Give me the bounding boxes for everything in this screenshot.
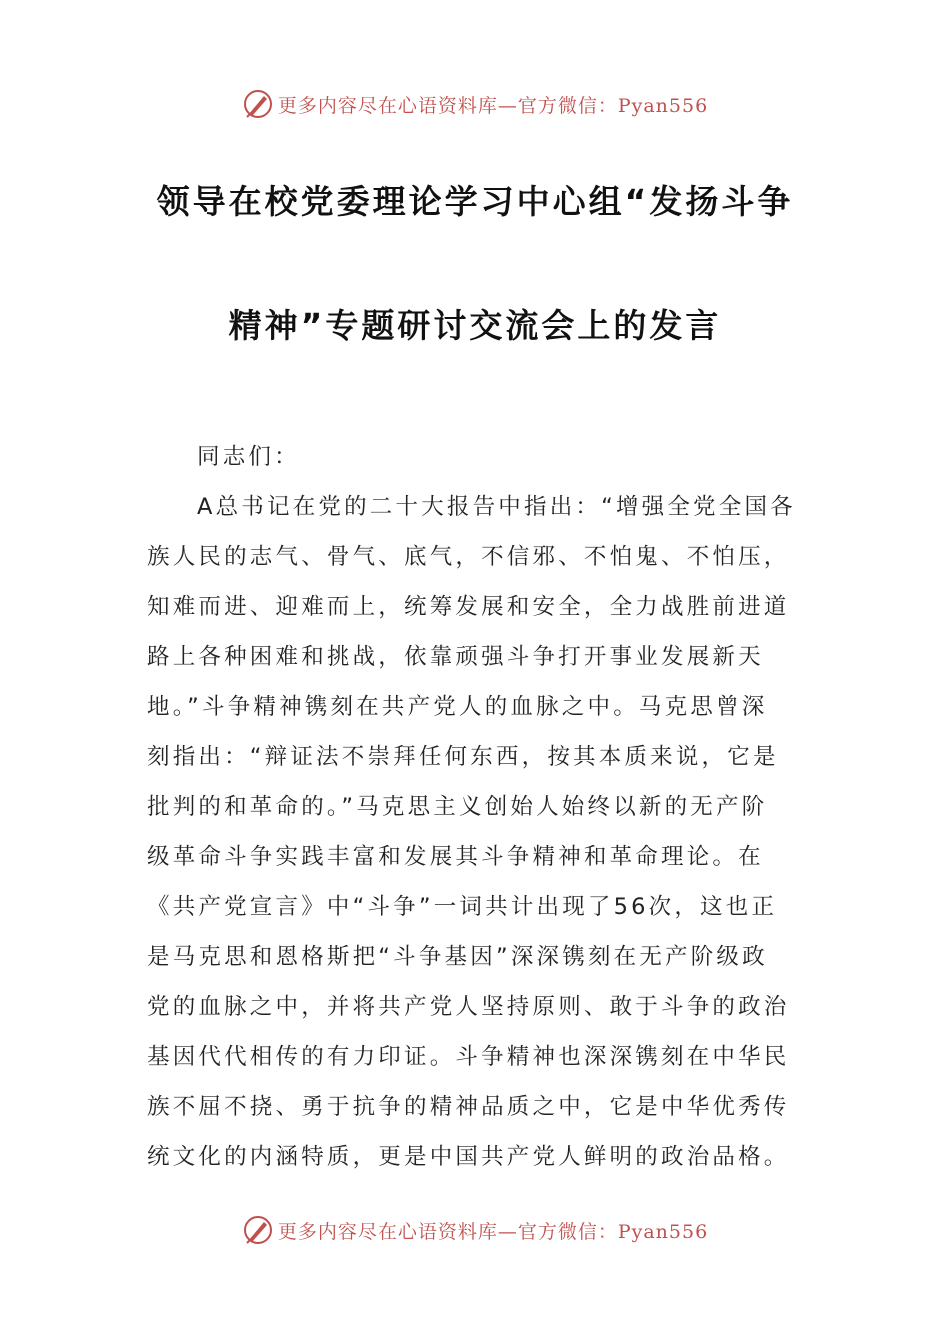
- document-title-line-2: 精神”专题研讨交流会上的发言: [228, 306, 722, 345]
- paragraph-line: 族不屈不挠、勇于抗争的精神品质之中，它是中华优秀传: [147, 1094, 790, 1120]
- footer-watermark: [0, 1210, 950, 1250]
- paragraph-line: 知难而进、迎难而上，统筹发展和安全，全力战胜前进道: [147, 594, 790, 620]
- paragraph-line: 批判的和革命的。”马克思主义创始人始终以新的无产阶: [147, 794, 768, 820]
- quill-pen-logo-icon: [242, 88, 274, 120]
- paragraph-line: 统文化的内涵特质，更是中国共产党人鲜明的政治品格。: [147, 1144, 790, 1170]
- paragraph-line: 党的血脉之中，并将共产党人坚持原则、敢于斗争的政治: [147, 994, 790, 1020]
- paragraph-line: A总书记在党的二十大报告中指出：“增强全党全国各: [197, 494, 796, 520]
- document-body: [147, 432, 812, 1182]
- header-watermark: [0, 84, 950, 124]
- salutation: 同志们：: [197, 444, 300, 470]
- paragraph-line: 级革命斗争实践丰富和发展其斗争精神和革命理论。在: [147, 844, 764, 870]
- paragraph-line: 路上各种困难和挑战，依靠顽强斗争打开事业发展新天: [147, 644, 764, 670]
- paragraph-line: 族人民的志气、骨气、底气，不信邪、不怕鬼、不怕压，: [147, 544, 790, 570]
- watermark-text: 更多内容尽在心语资料库—官方微信：Pyan556: [277, 1220, 709, 1243]
- paragraph-line: 刻指出：“辩证法不崇拜任何东西，按其本质来说，它是: [147, 744, 779, 770]
- paragraph-line: 地。”斗争精神镌刻在共产党人的血脉之中。马克思曾深: [147, 694, 768, 720]
- paragraph-line: 基因代代相传的有力印证。斗争精神也深深镌刻在中华民: [147, 1044, 790, 1070]
- watermark-text: 更多内容尽在心语资料库—官方微信：Pyan556: [277, 94, 709, 117]
- paragraph-line: 是马克思和恩格斯把“斗争基因”深深镌刻在无产阶级政: [147, 944, 768, 970]
- quill-pen-logo-icon: [242, 1214, 274, 1246]
- document-title-line-1: 领导在校党委理论学习中心组“发扬斗争: [156, 182, 794, 221]
- paragraph-line: 《共产党宣言》中“斗争”一词共计出现了56次，这也正: [147, 894, 778, 920]
